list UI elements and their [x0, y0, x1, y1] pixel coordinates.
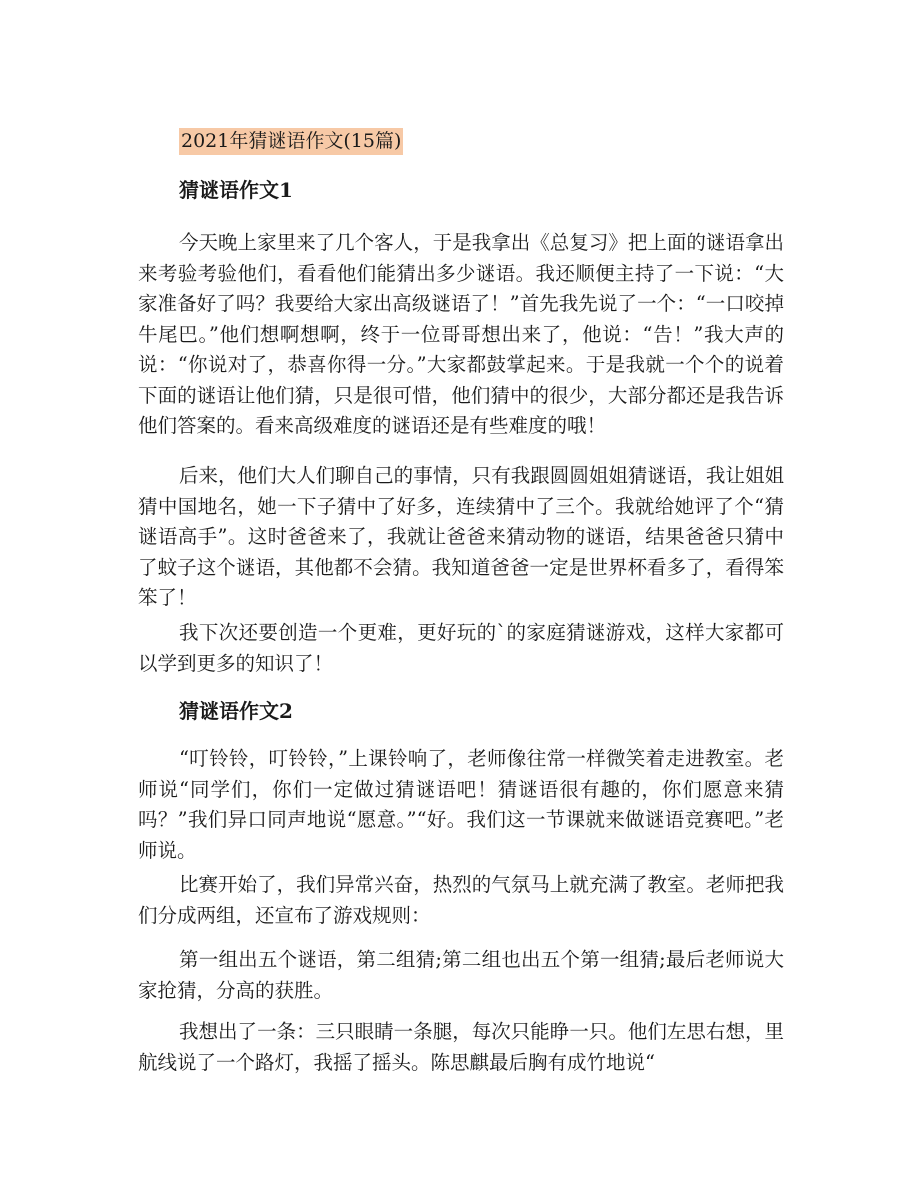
section-heading-2: 猜谜语作文2	[179, 699, 293, 723]
document-title: 2021年猜谜语作文(15篇)	[179, 128, 403, 155]
paragraph: 我下次还要创造一个更难，更好玩的`的家庭猜谜游戏，这样大家都可以学到更多的知识了！	[138, 621, 784, 675]
paragraph: 后来，他们大人们聊自己的事情，只有我跟圆圆姐姐猜谜语，我让姐姐猜中国地名，她一下子猜中了好多，连续猜中了三个。我就给她评了个“猜谜语高手”。这时爸爸来了，我就让爸爸来猜动物的谜语，结果爸爸只猜中了蚊子这个谜语，其他都不会猜。我知道爸爸一定是世界杯看多了，看得笨笨了！	[138, 464, 784, 609]
paragraph: 我想出了一条：三只眼睛一条腿，每次只能睁一只。他们左思右想，里航线说了一个路灯，我摇了摇头。陈思麒最后胸有成竹地说“	[138, 1020, 784, 1074]
paragraph: 比赛开始了，我们异常兴奋，热烈的气氛马上就充满了教室。老师把我们分成两组，还宣布了游戏规则：	[138, 873, 784, 927]
paragraph: 今天晚上家里来了几个客人，于是我拿出《总复习》把上面的谜语拿出来考验考验他们，看看他们能猜出多少谜语。我还顺便主持了一下说：“大家准备好了吗？我要给大家出高级谜语了！”首先我先说了一个：“一口咬掉牛尾巴。”他们想啊想啊，终于一位哥哥想出来了，他说：“告！”我大声的说：“你说对了，恭喜你得一分。”大家都鼓掌起来。于是我就一个个的说着下面的谜语让他们猜，只是很可惜，他们猜中的很少，大部分都还是我告诉他们答案的。看来高级难度的谜语还是有些难度的哦！	[138, 231, 784, 437]
section-heading-1: 猜谜语作文1	[179, 178, 293, 202]
paragraph: 第一组出五个谜语，第二组猜;第二组也出五个第一组猜;最后老师说大家抢猜，分高的获胜。	[138, 948, 784, 1002]
paragraph: “叮铃铃，叮铃铃，”上课铃响了，老师像往常一样微笑着走进教室。老师说“同学们，你们一定做过猜谜语吧！猜谜语很有趣的，你们愿意来猜吗？”我们异口同声地说“愿意。”“好。我们这一节课就来做谜语竞赛吧。”老师说。	[138, 747, 784, 862]
